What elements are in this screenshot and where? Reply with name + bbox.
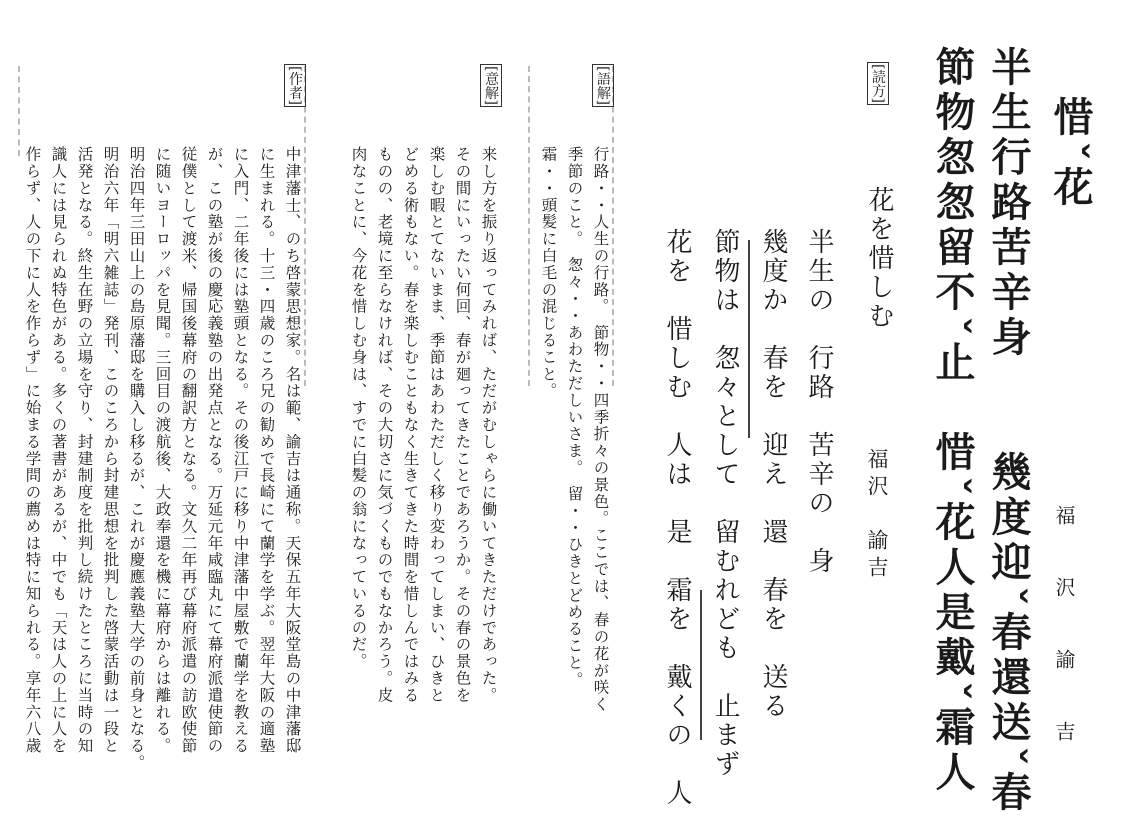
gokai-label: [語解] (592, 64, 614, 107)
sakusha-line-8: 明治六年「明六雑誌」発刊、このころから封建思想を批判した啓蒙活動は一段と (101, 146, 120, 755)
reading-line-3: 節物は 怱々として 留むれども 止まず (710, 228, 740, 779)
sakusha-line-2: に生まれる。十三・四歳のころ兄の勧めで長崎にて蘭学を学ぶ。翌年大阪の適塾 (257, 146, 276, 755)
sakusha-line-9: 活発となる。終生在野の立場を守り、封建制度を批判し続けたところに当時の知 (75, 146, 94, 755)
sakusha-line-1: 中津藩士、のち啓蒙思想家。名は範、諭吉は通称。天保五年大阪堂島の中津藩邸 (283, 146, 302, 755)
ikai-line-5: ものの、老境に至らなければ、その大切さに気づくものでもなかろう。皮 (375, 146, 394, 704)
ikai-line-4: どめる術もない。春を楽しむこともなく生きてきた時間を惜しんではみる (401, 146, 420, 704)
sakusha-line-7: 明治四年三田山上の島原藩邸を購入し移るが、これが慶應義塾大学の前身となる。 (127, 146, 146, 772)
reading-author: 福沢 諭吉 (865, 448, 889, 583)
poem-author: 福 沢 諭 吉 (1052, 505, 1076, 757)
reading-label: [読方] (867, 62, 889, 105)
dashed-separator (18, 66, 20, 156)
ikai-label: [意解] (480, 64, 502, 107)
ikai-line-2: その間にいったい何回、春が廻ってきたことであろうか。その春の景色を (453, 146, 472, 704)
dashed-separator (304, 66, 306, 386)
ikai-line-1: 来し方を振り返ってみれば、ただがむしゃらに働いてきただけであった。 (479, 146, 498, 704)
sakusha-line-6: に随いヨーロッパを見聞。三回目の渡航後、大政奉還を機に幕府からは離れる。 (153, 146, 172, 755)
poem-line-1: 半生行路苦辛身 幾度迎ˇ春還送ˇ春 (985, 46, 1032, 816)
reading-line-4: 花を 惜しむ 人は 是 霜を 戴くの 人 (662, 228, 692, 808)
poem-line-2: 節物怱怱留不ˇ止 惜ˇ花人是戴ˇ霜人 (929, 46, 976, 796)
gokai-line-2: 季節のこと。 怱々・・あわただしいさま。 留・・ひきとどめること。 (565, 146, 584, 689)
sakusha-label: [作者] (284, 64, 306, 107)
sakusha-line-4: が、この塾が後の慶応義塾の出発点となる。万延元年咸臨丸にて幕府派遣使節の (205, 146, 224, 755)
reading-title: 花を惜しむ (864, 186, 894, 331)
sakusha-line-11: 作らず、人の下に人を作らず」に始まる学問の薦めは特に知られる。享年六八歳 (23, 146, 42, 755)
gokai-line-1: 行路・・人生の行路。 節物・・四季折々の景色。ここでは、春の花が咲く (591, 146, 610, 713)
gokai-line-3: 霜・・頭髪に白毛の混じること。 (539, 146, 558, 400)
reading-line-1: 半生の 行路 苦辛の 身 (804, 228, 834, 576)
dashed-separator (612, 66, 614, 386)
sakusha-line-3: に入門、二年後には塾頭となる。その後江戸に移り中津藩中屋敷で蘭学を教える (231, 146, 250, 755)
reading-rule (748, 240, 750, 438)
poem-title: 惜ˇ花 (1047, 96, 1094, 211)
ikai-line-3: 楽しむ暇とてないまま、季節はあわただしく移り変わってしまい、ひきと (427, 146, 446, 704)
dashed-separator (528, 66, 530, 386)
reading-line-2: 幾度か 春を 迎え 還 春を 送る (758, 228, 788, 721)
sakusha-line-10: 識人には見られぬ特色がある。多くの著書があるが、中でも「天は人の上に人を (49, 146, 68, 755)
ikai-line-6: 肉なことに、今花を惜しむ身は、すでに白髪の翁になっているのだ。 (349, 146, 368, 670)
reading-rule (700, 590, 702, 740)
sakusha-line-5: 従僕として渡米、帰国後幕府の翻訳方となる。文久二年再び幕府派遣の訪欧使節 (179, 146, 198, 755)
